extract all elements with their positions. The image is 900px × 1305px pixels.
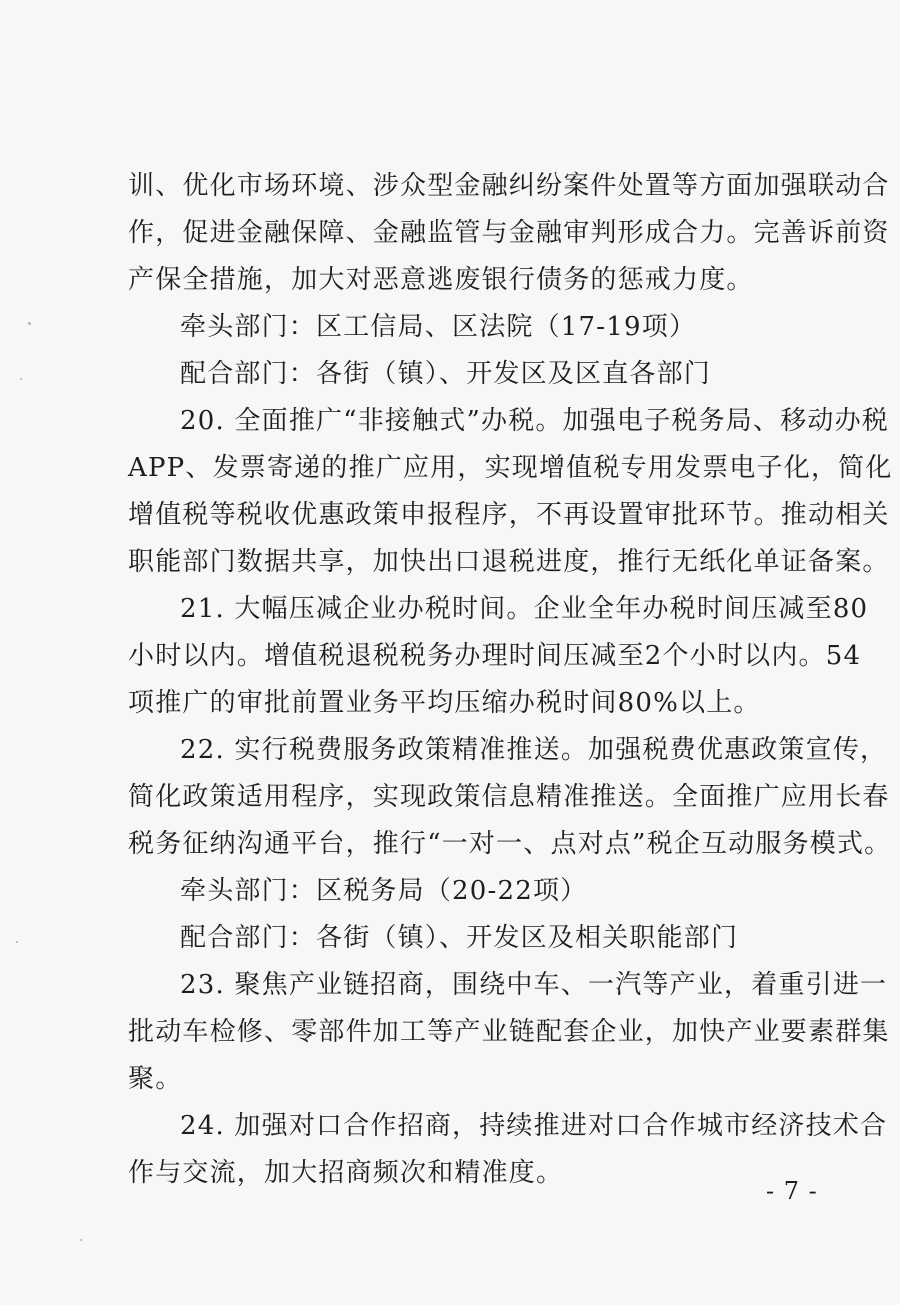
item-21-heading: 21. 大幅压减企业办税时间。企业全年办税时间压减至80 (180, 594, 869, 624)
text-line: 作，促进金融保障、金融监管与金融审判形成合力。完善诉前资 (128, 218, 890, 248)
lead-department-line: 牵头部门：区工信局、区法院（17-19项） (180, 312, 697, 342)
page-number: - 7 - (766, 1177, 818, 1205)
text-line: 聚。 (128, 1064, 183, 1094)
text-line: 小时以内。增值税退税税务办理时间压减至2个小时以内。54 (128, 641, 862, 671)
text-line: 税务征纳沟通平台，推行“一对一、点对点”税企互动服务模式。 (128, 829, 892, 859)
text-line: 简化政策适用程序，实现政策信息精准推送。全面推广应用长春 (128, 782, 890, 812)
item-20-heading: 20. 全面推广“非接触式”办税。加强电子税务局、移动办税 (180, 406, 889, 436)
scan-speck (16, 941, 18, 943)
text-line: 批动车检修、零部件加工等产业链配套企业，加快产业要素群集 (128, 1017, 890, 1047)
text-line: 作与交流，加大招商频次和精准度。 (128, 1158, 564, 1188)
text-line: 增值税等税收优惠政策申报程序，不再设置审批环节。推动相关 (128, 500, 890, 530)
cooperating-department-line: 配合部门：各街（镇）、开发区及区直各部门 (180, 359, 712, 389)
scan-speck (80, 1239, 82, 1241)
item-23-heading: 23. 聚焦产业链招商，围绕中车、一汽等产业，着重引进一 (180, 970, 888, 1000)
text-line: 训、优化市场环境、涉众型金融纠纷案件处置等方面加强联动合 (128, 171, 890, 201)
text-line: 产保全措施，加大对恶意逃废银行债务的惩戒力度。 (128, 265, 754, 295)
scan-speck (20, 378, 22, 380)
text-line: 项推广的审批前置业务平均压缩办税时间80%以上。 (128, 688, 761, 718)
item-24-heading: 24. 加强对口合作招商，持续推进对口合作城市经济技术合 (180, 1111, 888, 1141)
text-line: 职能部门数据共享，加快出口退税进度，推行无纸化单证备案。 (128, 547, 890, 577)
scan-speck (28, 322, 31, 325)
lead-department-line: 牵头部门：区税务局（20-22项） (180, 876, 588, 906)
cooperating-department-line: 配合部门：各街（镇）、开发区及相关职能部门 (180, 923, 739, 953)
text-line: APP、发票寄递的推广应用，实现增值税专用发票电子化，简化 (128, 453, 893, 483)
item-22-heading: 22. 实行税费服务政策精准推送。加强税费优惠政策宣传， (180, 735, 888, 765)
